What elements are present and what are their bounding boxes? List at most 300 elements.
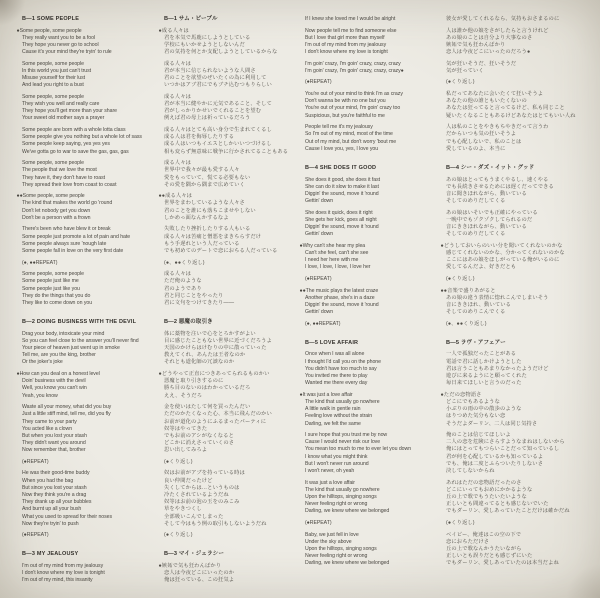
lyric-line: 成る人はいつもイエスとしかいいつづけるし [164, 141, 272, 148]
stanza [305, 520, 445, 527]
song-heading-block [164, 319, 298, 326]
stanza [446, 432, 594, 475]
lyric-line: Some people just like you [22, 285, 80, 292]
stanza [446, 321, 594, 328]
lyric-line: 例えば君の母上は祈っているだろう [164, 115, 251, 122]
lyric-line: 決してしないからね [446, 468, 495, 475]
song-heading-block [22, 551, 158, 558]
lyric-line: 成る人々は [164, 271, 191, 278]
stanza [22, 532, 158, 539]
lyric-line: ●嫉妬で気も狂わんばかり [158, 563, 222, 570]
song-heading-block [164, 16, 298, 23]
lyric-line: 愛しているのよ、本当に [446, 145, 506, 152]
lyric-line: People tell me it's my jealousy [305, 124, 373, 131]
lyric-line: So I'm out of my mind, most of the time [305, 131, 393, 138]
lyric-line: 君の気持を何とか支配しようとしているからな [164, 49, 278, 56]
lyric-line: Darling, we felt the same [305, 420, 361, 427]
lyric-line: 草をやきつくし [164, 506, 202, 513]
repeat-marker: (●, ●●REPEAT) [305, 320, 341, 327]
lyric-line: あの娘の違う表情に惚れこんでしまいそう [446, 294, 549, 301]
lyric-line: あの娘はとってもうまくやるし、速くやる [446, 176, 549, 183]
lyrics-column-japanese-right [440, 16, 594, 572]
stanza [440, 287, 594, 317]
lyric-line: どこかに消えさっていくのさ [164, 440, 235, 447]
lyric-line: Some people give you nothing but a whole lot of sass [22, 134, 142, 141]
lyric-line: Some people, some people [22, 93, 84, 100]
stanza [305, 28, 445, 57]
lyric-line: 君が本当に健やかに元気であること、そして [164, 101, 272, 108]
stanza [446, 61, 594, 75]
lyric-line: 毎日来てほしいと言うのだった [446, 380, 522, 387]
lyric-line: Some people fall in love on the very first date [22, 247, 124, 254]
lyric-line: 音に聞きほれながら、動いている [446, 190, 527, 197]
lyric-line: You invited me there to play [305, 373, 368, 379]
lyric-line: Or the joker's joke [22, 359, 63, 366]
lyric-line: 俺は狂っている、この狂気よ [164, 577, 235, 584]
lyric-line: 学校にもいかせようとしないんだ [164, 41, 245, 48]
repeat-marker: (●、●●くり返し) [446, 320, 487, 327]
lyric-line: They wish you well and really care [22, 101, 100, 108]
lyric-line: Some people just like me [22, 278, 79, 285]
lyric-line: ●●The music plays the latest craze [299, 287, 379, 294]
song-title: B—1 サム・ピープル [164, 16, 218, 22]
lyric-line: There's been who have blew it or break [22, 226, 111, 233]
lyric-line: The people that we love the most [22, 167, 97, 174]
stanza [22, 94, 158, 123]
lyric-line: Your sweet old mother says a prayer [22, 115, 105, 122]
lyric-line: In this world you just can't trust [22, 67, 92, 74]
lyric-line: 天国のかけらはけむりの中に散っていった [164, 345, 267, 352]
lyric-line: ●どうしておいらのいい分を聞いてくれないのかな [440, 242, 563, 249]
lyric-line: Suspicious, but you're faithful to me [305, 112, 385, 119]
stanza [164, 160, 298, 189]
repeat-marker: (●REPEAT) [305, 275, 332, 282]
repeat-marker: (●, ●●REPEAT) [22, 259, 58, 266]
lyric-line: 小ぶりの雨の中の散歩のような [446, 406, 522, 413]
lyric-line: Diggin' the sound, move it 'round [305, 301, 379, 308]
lyric-line: I sure hope that you trust me by now [305, 432, 388, 439]
lyric-line: 奴はお前がアブを持っている時は [164, 470, 245, 477]
stanza [164, 94, 298, 123]
lyric-line: She does it good, she does it fast [305, 176, 381, 183]
lyric-line: Under the sky above [305, 538, 352, 545]
lyric-line: 君と同じことをやったり [164, 292, 224, 299]
lyric-line: They didn't want you around [22, 440, 86, 447]
lyric-line: ええ、そうだろ [164, 392, 203, 399]
song-heading-block [305, 165, 445, 172]
stanza [446, 124, 594, 153]
lyric-line: 目に感じたこともない世界に近づくだろうよ [164, 337, 272, 344]
lyric-line: それとも道化師の冗談なのか [164, 359, 235, 366]
lyric-line: But I love that girl more than myself [305, 34, 385, 41]
lyric-line: She does it quick, does it right [305, 209, 373, 216]
lyric-line: So you can feel close to the answer you'll never find [22, 337, 139, 344]
lyric-line: If I knew she loved me I would be alright [305, 16, 396, 22]
lyric-line: Upon the hilltops, singing songs [305, 545, 377, 552]
lyric-line: They really want you to be a fool [22, 34, 96, 41]
lyric-line: Some people are born with a whole lotta class [22, 127, 126, 133]
lyric-line: Wanted me there every day [305, 380, 368, 387]
lyric-line: Waste all your money, what did you buy [22, 404, 112, 411]
lyric-line: でもお前のアシがなくなると [164, 432, 234, 439]
song-title: B—5 ラヴ・アフェアー [446, 339, 506, 346]
lyric-line: Never feeling right or wrong [305, 553, 368, 560]
stanza [440, 242, 594, 272]
lyric-line: They spread their love from coast to coast [22, 181, 117, 188]
lyric-line: そして今はもう例の取引もしないようだね [164, 520, 267, 527]
lyric-line: 良い仲間だったけど [164, 477, 213, 484]
lyric-line: 人は私のことをやきもちやきだって言うわ [446, 124, 549, 131]
lyric-line: 感じてくれないのかな、分かってくれないのかな [446, 250, 565, 256]
stanza [22, 563, 158, 585]
lyric-line: 成る人々はとても高い身分で生まれてくるし [164, 127, 272, 133]
song-title: B—5 LOVE AFFAIR [305, 339, 359, 346]
repeat-marker: (●、●●くり返し) [164, 259, 205, 266]
lyric-line: 人は誰か他の娘をさがしたらと言うけれど [446, 27, 549, 34]
stanza [305, 177, 445, 206]
lyric-line: 一人で孤独だったことがある [446, 351, 517, 358]
lyric-line: 遊びに来るようにと願ってくれた [446, 373, 527, 379]
lyric-line: Some people, some people [22, 271, 84, 278]
lyric-line: はりつめた気分もない恋 [446, 413, 506, 420]
stanza [164, 404, 298, 454]
lyric-line: 教えてくれ、あんたは王者なのか [164, 352, 246, 359]
lyric-line: 君に文句をつけてきたり—— [164, 299, 235, 306]
lyric-line: ●●成る人々は [158, 193, 193, 200]
lyric-line: でも初めてのデートで恋におちる人だっている [164, 247, 278, 254]
stanza [158, 193, 298, 222]
lyric-line: 気が狂っていく [446, 67, 484, 74]
stanza [22, 160, 158, 189]
stanza [22, 61, 158, 90]
lyric-line: 恋人は今夜どこにいったのか [164, 570, 235, 577]
lyric-line: そうだよダーリン、二人は同じ気持さ [446, 420, 538, 427]
repeat-marker: (●くり返し) [164, 458, 193, 465]
lyric-line: They have it, they don't have to roast [22, 174, 106, 181]
lyric-line: でも、俺は二度とふらついたりしないさ [446, 460, 544, 467]
lyric-line: Cause I would never risk our love [305, 439, 381, 446]
lyric-line: Gettin' down [305, 198, 334, 205]
lyric-line: 君のようであり [164, 285, 202, 292]
lyric-line: Cause I love you, yes, I love you [305, 145, 379, 152]
lyric-line: 丘の上で歌でもうたいたいような [446, 493, 527, 500]
repeat-marker: (●くり返し) [446, 275, 475, 282]
lyric-line: 恋におちただけさ [446, 538, 490, 545]
lyric-line: 気が狂いそうだ、狂いそうだ [446, 60, 517, 67]
stanza [158, 27, 298, 57]
song-title: B—4 シー・ダズ・イット・グッド [446, 164, 535, 171]
lyric-line: Once when I was all alone [305, 351, 365, 358]
lyric-line: Tell me, are you the king, brother [22, 352, 96, 359]
lyric-line: I don't know where my love is tonight [305, 49, 388, 56]
stanza [446, 16, 594, 23]
lyric-line: でもダーリン、愛しあっていたことだけは確かだね [446, 508, 570, 515]
lyric-line: 君がしっかりかせいでくれることを望む [164, 108, 262, 115]
song-heading-block [446, 165, 594, 172]
song-heading-block [22, 319, 158, 326]
stanza [440, 391, 594, 428]
stanza [164, 61, 298, 90]
stanza [446, 351, 594, 387]
stanza [305, 210, 445, 239]
lyric-line: 一晩中でもゾクゾクしてられるのだ [446, 216, 533, 223]
stanza [22, 331, 158, 367]
stanza [446, 520, 594, 527]
lyric-line: Some people just promote a lot of pain and hate [22, 233, 131, 240]
lyric-line: I won't never, oh yeah [305, 468, 355, 475]
stanza [164, 271, 298, 307]
repeat-marker: (●REPEAT) [22, 532, 49, 539]
lyric-line: あの娘はいそいでも正確にやっている [446, 209, 538, 216]
lyric-line: Feeling love without the strain [305, 413, 373, 420]
lyric-line: The kind that makes the world go 'round [22, 200, 113, 207]
stanza [164, 226, 298, 255]
lyric-line: A little walk in gentle rain [305, 406, 361, 413]
lyric-line: I thought I'd call you on the phone [305, 358, 381, 365]
lyric-line: ベイビー、俺達はこの空の下で [446, 531, 522, 538]
lyric-line: 世界をまわしているような人々さ [164, 200, 245, 207]
lyric-line: But I won't never run around [305, 460, 369, 467]
lyric-line: 失敗したり挫折したりする人もいる [164, 226, 251, 233]
song-title: B—3 マイ・ジェラシー [164, 551, 225, 558]
lyric-line: I don't know where my love is tonight [22, 570, 105, 577]
lyric-line: Gettin' down [305, 231, 334, 238]
stanza [164, 470, 298, 528]
lyric-line: Can't she feel, can't she see [305, 250, 369, 256]
lyric-line: 愛をもっていて、慌てる必要もない [164, 174, 251, 181]
lyric-line: 成る人は君を侮辱したりする [164, 134, 235, 141]
lyric-line: 君のことを欲望のぜいたくの為に利用して [164, 75, 267, 82]
stanza [16, 370, 158, 400]
lyric-line: ●成る人々は [158, 27, 189, 34]
lyric-line: Now remember that, brother [22, 447, 86, 454]
lyric-line: They hope you never go to school [22, 41, 99, 48]
lyric-line: Diggin' the sound, move it 'round [305, 190, 379, 197]
stanza [446, 276, 594, 283]
lyric-line: あなたの他の誰ともいたくないの [446, 98, 527, 105]
lyric-line: ここにはあの娘をほしがっている俺がいるのに [446, 257, 560, 264]
lyric-line: いつかはアブ君にでもブチ込むつもりらしい [164, 82, 272, 89]
lyric-line: 丘の上で歌なんかうたいながら [446, 545, 522, 552]
lyric-line: When you had the bag [22, 477, 74, 484]
lyrics-column-english-right [299, 16, 445, 572]
lyric-line: 君が何を心配しているかも知っているよ [446, 453, 544, 460]
stanza [305, 321, 445, 328]
lyric-line: Now they think you're a drag [22, 491, 87, 498]
lyric-line: 君が本当に信じられないような人間さ [164, 67, 256, 74]
stanza [16, 193, 158, 222]
lyric-line: Some people, some people [22, 160, 84, 167]
lyric-line: Just a little stiff mind, tell me, did you fly [22, 411, 111, 418]
lyric-line: ●●Some people, some people [16, 193, 85, 200]
repeat-marker: (●くり返し) [446, 519, 475, 526]
lyric-line: Yeah, you know [22, 392, 58, 399]
lyric-line: ●How can you deal on a honest level [16, 370, 100, 377]
repeat-marker: (●くり返し) [446, 79, 475, 86]
lyric-line: もう手遅れという人だっている [164, 240, 240, 247]
lyric-line: 成る人々は [164, 160, 191, 167]
lyric-line: ●Some people, some people [16, 27, 82, 34]
song-title: B—2 悪魔の取引き [164, 319, 213, 326]
lyric-line: しかめっ面なんかするなよ [164, 214, 229, 221]
lyric-line: 君は言うこともあまりなかったようだけど [446, 365, 549, 372]
lyric-line: 恋人は今夜どこにいったのだろう● [446, 49, 531, 56]
lyric-line: You're out of your mind to think I'm as crazy [305, 91, 403, 98]
lyric-line: I'm out of my mind from my jealousy [22, 563, 104, 570]
stanza [16, 27, 158, 57]
lyric-line: ただのかたくなった心、本当に飛んだのかい [164, 411, 272, 418]
stanza [22, 226, 158, 255]
lyric-line: I'm goin' crazy, I'm goin' crazy, crazy, crazy● [305, 67, 404, 74]
stanza [299, 391, 445, 428]
lyric-line: 正しいとも誤りだとも感じずにいた [446, 553, 533, 560]
lyric-line: The kind that usually go nowhere [305, 486, 380, 493]
lyric-line: Don't wanna be with no one but you [305, 98, 386, 105]
lyric-line: 愛してるんだよ、好きだとも [446, 264, 517, 271]
lyric-line: Misuse yourself for their lust [22, 75, 86, 82]
lyric-line: Now they're tryin' to push [22, 520, 79, 527]
stanza [164, 331, 298, 367]
lyric-line: Drag your body, intoxicate your mind [22, 330, 105, 337]
stanza [299, 287, 445, 317]
song-title: B—2 DOING BUSINESS WITH THE DEVIL [22, 319, 137, 326]
lyrics-column-japanese-left [158, 16, 298, 589]
repeat-marker: (●REPEAT) [305, 519, 332, 526]
lyric-line: あの娘のことは自分より大事なのさ [446, 34, 533, 41]
lyric-line: 思い出してみろよ [164, 447, 208, 454]
stanza [22, 260, 158, 267]
stanza [305, 91, 445, 120]
lyric-line: Don't let nobody get you down [22, 207, 91, 214]
lyric-line: You acted like a clown [22, 425, 73, 432]
lyric-line: Darling, we knew where we belonged [305, 560, 390, 567]
lyric-line: Now people tell me to find someone else [305, 27, 397, 34]
stanza [305, 432, 445, 475]
lyric-line: ●It was just a love affair [299, 391, 353, 398]
song-heading-block [305, 340, 445, 347]
lyric-line: Gettin' down [305, 309, 334, 316]
song-heading-block [164, 551, 298, 558]
lyric-line: ●Why can't she hear my plea [299, 242, 366, 249]
stanza [446, 79, 594, 86]
lyric-line: And burnt up all your bush [22, 506, 82, 513]
repeat-marker: (●REPEAT) [305, 79, 332, 86]
lyric-line: Darling, we knew where we belonged [305, 508, 390, 515]
lyric-line: Diggin' the sound, move it 'round [305, 224, 379, 231]
lyric-line: そしてのめりだしてくる [446, 231, 506, 238]
stanza [446, 210, 594, 239]
lyric-line: 相も変らず無意味に戦争に行かされてることもある [164, 148, 289, 155]
lyric-line: 彼女が愛してくれるなら、気持もおさまるのに [446, 16, 560, 22]
lyric-line: お前が道化のようにふるまったパーティに [164, 418, 267, 425]
stanza [305, 124, 445, 153]
lyric-line: でも長続きさせるためには遅くだってできる [446, 183, 554, 190]
lyric-line: 音にききほれながら、動いている [446, 224, 527, 231]
lyric-line: Well, you know you can't win [22, 385, 87, 392]
lyric-line: He was their good-time buddy [22, 470, 90, 477]
lyric-line: Cause it's your mind they're tryin' to rule [22, 49, 112, 56]
stanza [305, 480, 445, 516]
lyric-line: どこにでもあるような [446, 398, 500, 405]
lyric-line: 失くしてからは…というものは [164, 484, 240, 491]
lyric-line: They hope you'll get more than your share [22, 108, 117, 115]
stanza [158, 370, 298, 400]
lyric-line: 悪魔と取り引きするのに [164, 378, 224, 385]
lyric-line: I need her here with me [305, 257, 359, 264]
lyric-line: They do the things that you do [22, 292, 91, 299]
lyric-line: 勝ち目のないのはわかっているだろ [164, 385, 251, 392]
lyric-line: どこにいってもおめにかかるような [446, 486, 533, 493]
lyric-line: You mean too much to me to ever let you down [305, 446, 412, 453]
lyric-line: She gets her kick, goes all night [305, 216, 377, 223]
lyric-line: あれはただの恋物語だったのさ [446, 479, 522, 486]
lyric-line: I'm goin' crazy, I'm goin' crazy, crazy, crazy [305, 60, 401, 67]
lyric-line: Doin' business with the devil [22, 378, 86, 385]
lyric-line: 君のことを誰にも落ちこませやしない [164, 207, 256, 214]
stanza [305, 61, 445, 75]
lyric-line: 二人の恋を危険にさらすようなまねはしないから [446, 439, 565, 446]
stanza [446, 532, 594, 568]
lyric-line: The kind that usually go nowhere [305, 398, 380, 405]
stanza [305, 276, 445, 283]
stanza [164, 127, 298, 156]
lyric-line: 全部吸いこんでしまった [164, 513, 224, 520]
song-title: B—4 SHE DOES IT GOOD [305, 164, 377, 171]
lyric-line: I'm out of my mind, this insanity [22, 577, 93, 584]
stanza [22, 404, 158, 454]
lyric-line: ●●音楽で盛りあがると [440, 287, 496, 294]
lyric-line: 君を本気で馬鹿にしようとしている [164, 34, 251, 41]
lyric-line: They drank up all your bubbles [22, 499, 92, 506]
lyric-line: Baby, we just fell in love [305, 531, 359, 538]
song-title: B—3 MY JEALOUSY [22, 551, 79, 558]
lyric-line: It was just a love affair [305, 479, 355, 486]
lyric-line: Don't be a person with a frown [22, 214, 91, 221]
lyric-line: 体に薬物を注いで心をとろかすがよい [164, 330, 256, 337]
lyric-line: I love, I love, I love, I love her [305, 264, 371, 271]
stanza [22, 271, 158, 307]
stanza [299, 242, 445, 272]
stanza [305, 351, 445, 387]
song-heading-block [22, 16, 158, 23]
lyric-line: ●ただの恋物語さ [440, 391, 482, 398]
stanza [446, 480, 594, 516]
lyric-line: 私だってあなたに会いたくて狂いそうよ [446, 91, 544, 98]
stanza [22, 127, 158, 156]
lyric-line: And lead you right to a bust [22, 82, 84, 89]
lyric-line: 成る人々は [164, 93, 191, 100]
lyric-line: そしてのめりこんでくる [446, 309, 506, 316]
lyrics-column-english-left [16, 16, 158, 589]
lyric-line: But when you lost your stash [22, 432, 87, 439]
lyric-line: You didn't have too much to say [305, 365, 377, 372]
lyric-line: 成る人々は [164, 60, 191, 67]
lyric-line: 疑いたくなることもあるけどあなたはとてもいい人ね [446, 112, 576, 119]
lyric-line: Some people keep saying, yes yes yes [22, 141, 110, 148]
lyric-line: あなたは狂ってると言ってるけど、私も同じこと [446, 105, 565, 112]
lyric-line: We've gotta go to war to save the gas, gas, gas [22, 148, 129, 155]
lyric-line: I know what you might think [305, 453, 368, 460]
lyric-line: 冷たくされているようだね [164, 491, 229, 498]
lyric-line: ●どうやって正直につきあってられるものかい [158, 370, 270, 377]
lyric-line: ただ俺のような [164, 278, 202, 285]
song-heading-block [446, 340, 594, 347]
lyric-line: 金を使いはたして何を買ったんだい [164, 404, 251, 411]
lyric-line: 正しいとも間違ってるとも感じないでいた [446, 501, 549, 508]
lyric-line: だからいつも気の狂いそうよ [446, 131, 517, 138]
lyric-line: でも心配しないで、私のことは [446, 138, 522, 145]
lyric-line: 奴等はやってきた [164, 425, 208, 432]
